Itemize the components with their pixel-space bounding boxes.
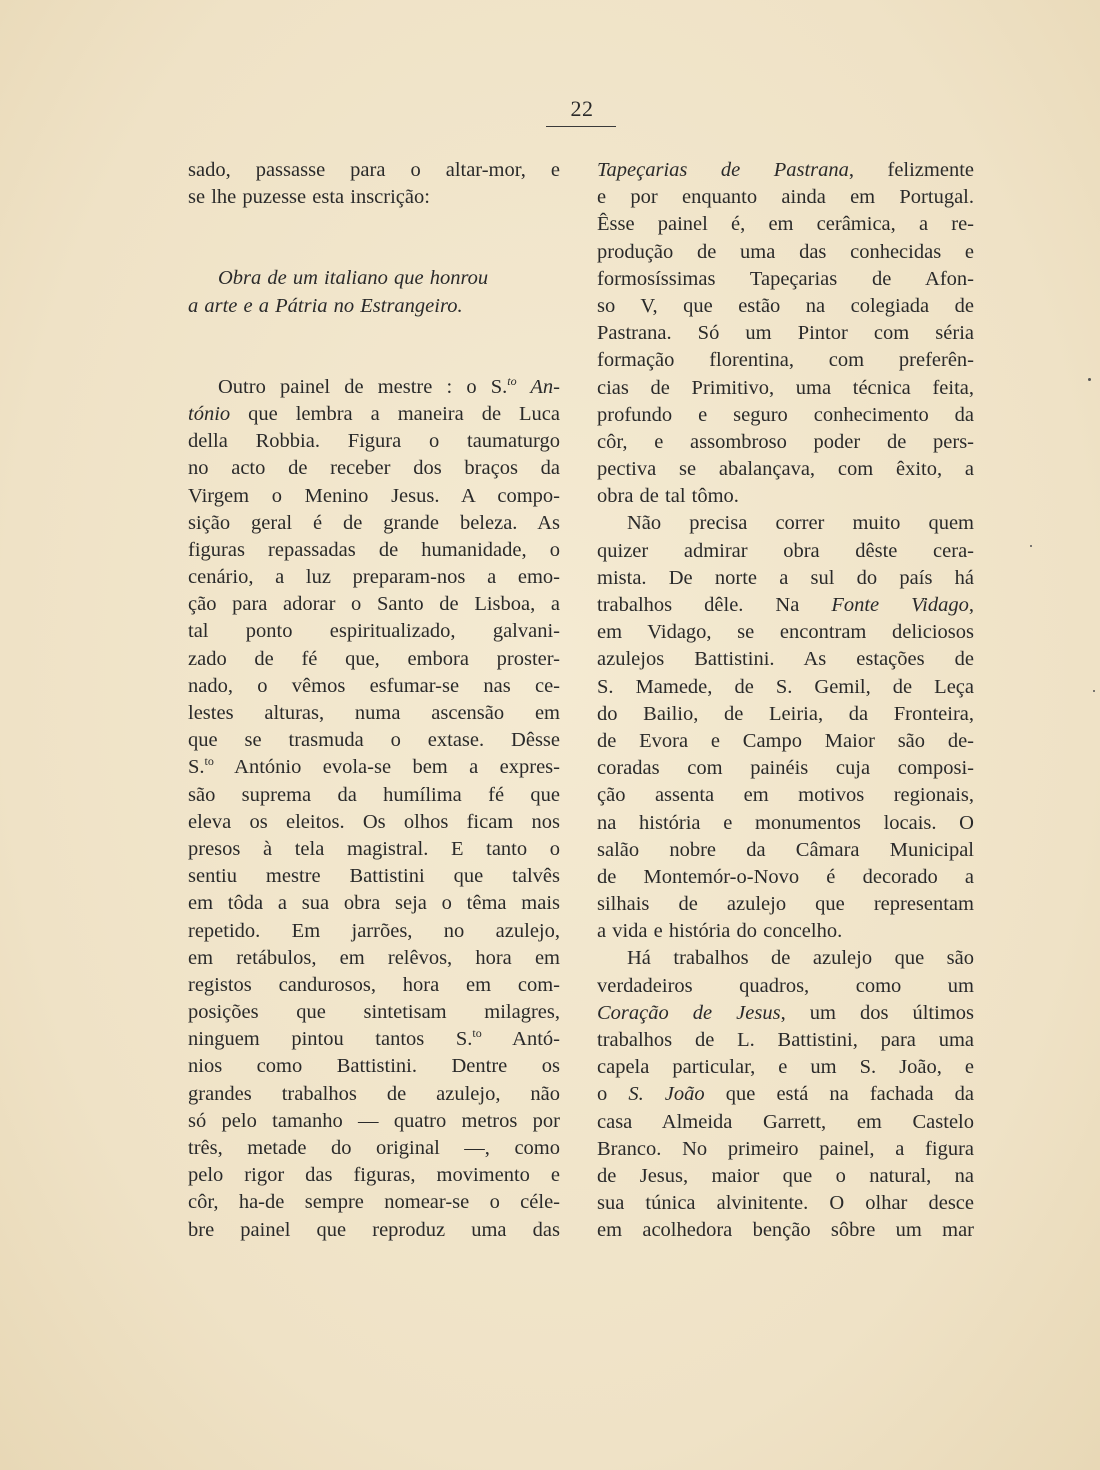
text-segment: Fonte Vidago [831,594,969,616]
text-segment: Antó- [481,1028,560,1051]
text-line: quizer admirar obra dêste cera- [597,539,974,562]
text-line: côr, ha-de sempre nomear-se o céle- [188,1191,560,1214]
text-segment: António evola-se bem a expres- [213,756,560,779]
text-line [597,1000,974,1027]
text-line [597,1081,974,1108]
text-segment: S. João [628,1083,705,1106]
text-line: verdadeiros quadros, como um [597,974,974,997]
text-line: della Robbia. Figura o taumaturgo [188,430,560,453]
text-line: so V, que estão na colegiada de [597,294,974,317]
superscript: to [204,754,214,769]
superscript: to [507,373,517,388]
paper-speck [1088,378,1091,381]
text-line: do Bailio, de Leiria, da Fronteira, [597,702,974,725]
text-line: grandes trabalhos de azulejo, não [188,1082,560,1105]
text-line: obra de tal tômo. [597,485,739,508]
text-line: Pastrana. Só um Pintor com séria [597,322,974,345]
paper-speck [1093,690,1095,692]
left-column [188,157,560,1244]
text-line: capela particular, e um S. João, e [597,1056,974,1079]
text-line [597,157,974,184]
text-line [188,401,560,428]
page-number: 22 [570,96,594,121]
text-segment: trabalhos dêle. Na [597,594,832,616]
text-line: de Evora e Campo Maior são de- [597,729,974,752]
text-line: tal ponto espiritualizado, galvani- [188,620,560,643]
text-line: cenário, a luz preparam-nos a emo- [188,566,560,589]
text-line: presos à tela magistral. E tanto o [188,837,560,860]
text-line: eleva os eleitos. Os olhos ficam nos [188,810,560,833]
text-line: no acto de receber dos braços da [188,457,560,480]
text-segment: tónio [188,402,231,425]
text-line: nios como Battistini. Dentre os [188,1055,560,1078]
text-line [188,754,560,781]
text-line: casa Almeida Garrett, em Castelo [597,1110,974,1133]
text-line: sua túnica alvinitente. O olhar desce [597,1192,974,1215]
text-segment: Tapeçarias de Pastrana [597,159,849,181]
text-line: zado de fé que, embora proster- [188,647,560,670]
text-line: três, metade do original —, como [188,1137,560,1159]
text-line: profundo e seguro conhecimento da [597,403,974,426]
text-line: pelo rigor das figuras, movimento e [188,1164,560,1187]
text-line: mista. De norte a sul do país há [597,566,974,589]
text-line: silhais de azulejo que representam [597,893,974,916]
text-line: em acolhedora benção sôbre um mar [597,1219,974,1242]
text-line: ção assenta em motivos regionais, [597,784,974,807]
text-line: azulejos Battistini. As estações de [597,648,974,671]
text-line: que se trasmuda o extase. Dêsse [188,729,560,752]
text-segment: que está na fachada da [704,1083,975,1106]
text-line [597,592,974,619]
superscript: to [472,1026,482,1041]
text-line: trabalhos de L. Battistini, para uma [597,1029,974,1051]
paper-speck [1030,545,1032,547]
text-segment: An- [516,375,560,398]
text-line: em Vidago, se encontram deliciosos [597,621,974,644]
text-segment: Outro painel de mestre : o S. [218,375,508,398]
text-line: posições que sintetisam milagres, [188,1001,560,1024]
text-line: coradas com painéis cuja composi- [597,757,974,780]
quote-line: Obra de um italiano que honrou [218,267,489,290]
text-line: salão nobre da Câmara Municipal [597,838,974,861]
text-line: nado, o vêmos esfumar-se nas ce- [188,674,560,697]
text-line: em retábulos, em relêvos, hora em [188,946,560,969]
text-line: sado, passasse para o altar-mor, e [188,159,560,181]
paragraph-first-line [188,374,560,401]
text-line: formação florentina, com preferên- [597,349,974,372]
text-line: ção para adorar o Santo de Lisboa, a [188,593,560,616]
text-segment: Coração de Jesus [597,1001,781,1024]
text-line: sição geral é de grande beleza. As [188,511,560,534]
text-line: na história e monumentos locais. O [597,811,974,834]
text-line: Êsse painel é, em cerâmica, a re- [597,213,974,236]
paragraph-first-line: Não precisa correr muito quem [627,512,974,535]
text-line: repetido. Em jarrões, no azulejo, [188,919,560,942]
text-line: côr, e assombroso poder de pers- [597,430,974,453]
text-segment: , [968,594,974,616]
text-line: lestes alturas, numa ascensão em [188,702,560,724]
paragraph-first-line: Há trabalhos de azulejo que são [627,947,974,970]
text-segment: , felizmente [848,159,974,181]
text-line: pectiva se abalançava, com êxito, a [597,458,974,481]
text-line: de Jesus, maior que o natural, na [597,1164,974,1187]
text-line: de Montemór-o-Novo é decorado a [597,865,974,888]
text-segment: , um dos últimos [780,1001,974,1024]
text-segment: que lembra a maneira de Luca [230,402,560,425]
text-line: figuras repassadas de humanidade, o [188,538,560,561]
right-column [597,157,974,1245]
text-line: formosíssimas Tapeçarias de Afon- [597,267,974,290]
text-line: Branco. No primeiro painel, a figura [597,1137,974,1160]
text-line [188,1026,560,1053]
text-line: em tôda a sua obra seja o têma mais [188,892,560,915]
text-segment: ninguem pintou tantos S. [188,1028,473,1051]
text-line: sentiu mestre Battistini que talvês [188,865,560,888]
text-line: e por enquanto ainda em Portugal. [597,186,974,209]
text-line: bre painel que reproduz uma das [188,1218,560,1241]
text-line: só pelo tamanho — quatro metros por [188,1109,560,1132]
text-segment: o [597,1083,629,1106]
text-line: Virgem o Menino Jesus. A compo- [188,484,560,507]
text-line: a vida e história do concelho. [597,920,843,943]
text-line: produção de uma das conhecidas e [597,240,974,263]
text-segment: S. [188,756,205,779]
page-number-rule [546,126,616,127]
text-line: são suprema da humílima fé que [188,783,560,806]
quote-line: a arte e a Pátria no Estrangeiro. [188,294,463,317]
text-line: registos candurosos, hora em com- [188,973,560,996]
text-line: S. Mamede, de S. Gemil, de Leça [597,675,974,698]
text-line: cias de Primitivo, uma técnica feita, [597,376,974,399]
text-line: se lhe puzesse esta inscrição: [188,186,430,209]
